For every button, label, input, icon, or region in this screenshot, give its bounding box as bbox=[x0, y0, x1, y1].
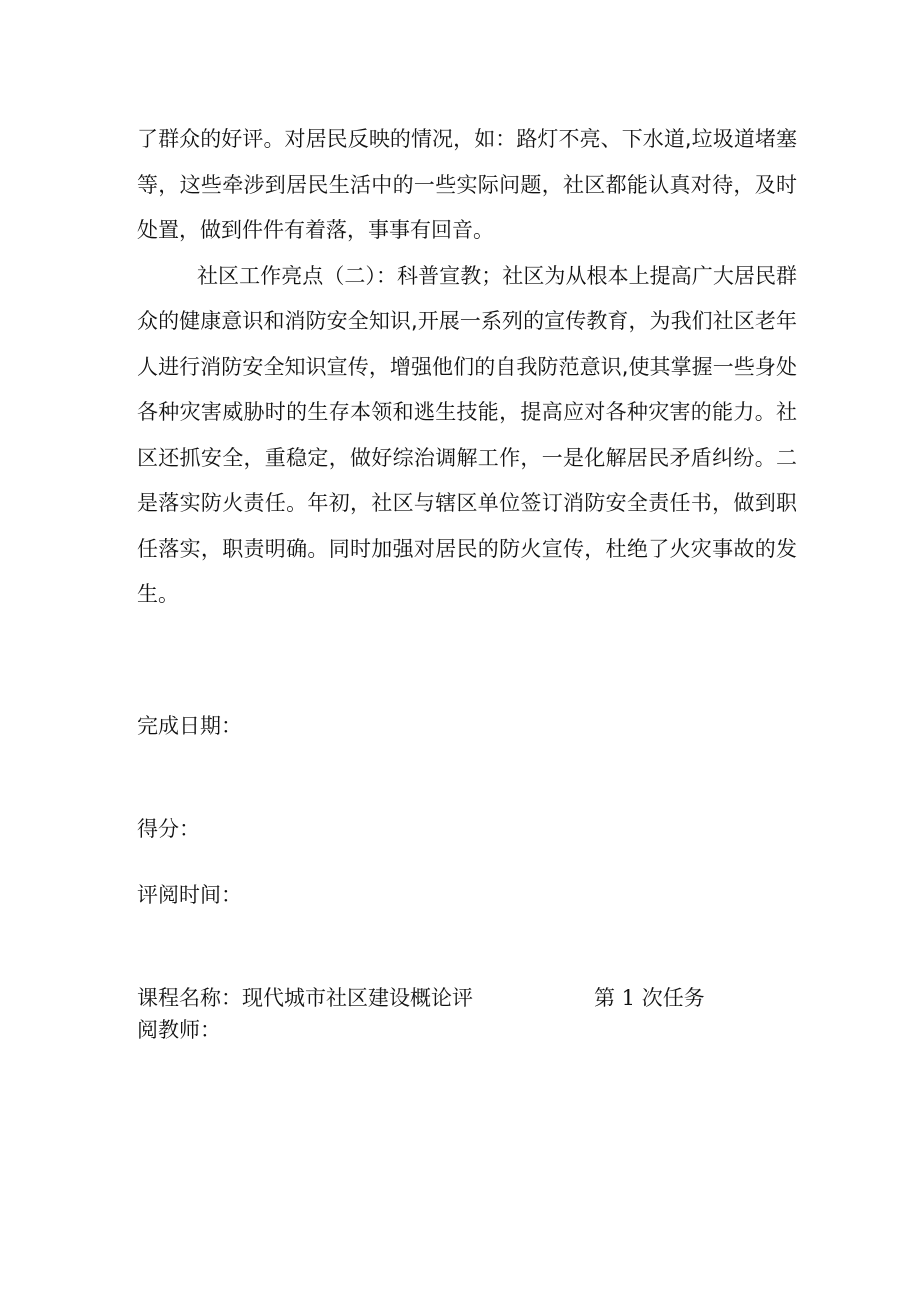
paragraph-public-praise: 了群众的好评。对居民反映的情况，如：路灯不亮、下水道,垃圾道堵塞等，这些牵涉到居民生活中的一些实际问题，社区都能认真对待，及时处置，做到件件有着落，事事有回音。 bbox=[137, 127, 797, 242]
completion-date-label: 完成日期： bbox=[137, 714, 242, 738]
body-text bbox=[137, 117, 797, 618]
paragraph-highlight-two: 社区工作亮点（二）：科普宣教；社区为从根本上提高广大居民群众的健康意识和消防安全知识,开展一系列的宣传教育，为我们社区老年人进行消防安全知识宣传，增强他们的自我防范意识,使其掌握一些身处各种灾害威胁时的生存本领和逃生技能，提高应对各种灾害的能力。社区还抓安全，重稳定，做好综治调解工作，一是化解居民矛盾纠纷。二是落实防火责任。年初，社区与辖区单位签订消防安全责任书，做到职任落实，职责明确。同时加强对居民的防火宣传，杜绝了火灾事故的发生。 bbox=[137, 263, 797, 606]
review-time-label: 评阅时间： bbox=[137, 883, 242, 907]
task-number-label: 第 1 次任务 bbox=[594, 986, 705, 1010]
course-name-label: 课程名称：现代城市社区建设概论评 bbox=[137, 986, 473, 1010]
score-label: 得分： bbox=[137, 817, 200, 841]
review-teacher-label: 阅教师： bbox=[137, 1018, 221, 1042]
